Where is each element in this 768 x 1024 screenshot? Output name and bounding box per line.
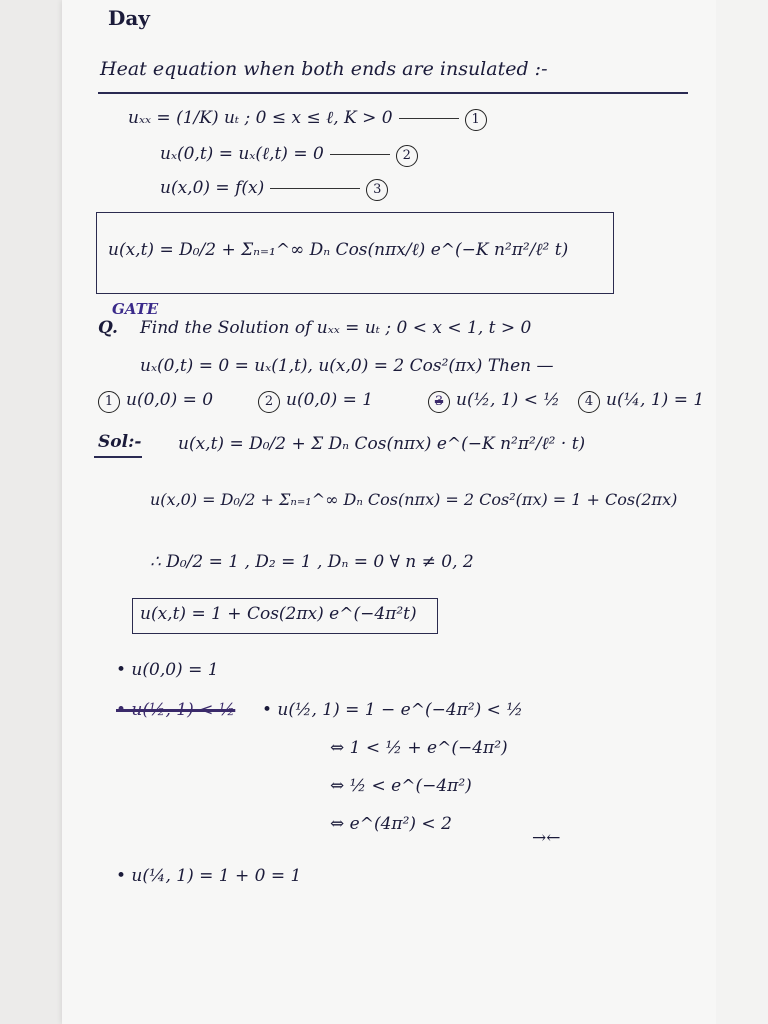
equation-1 bbox=[128, 108, 493, 131]
equation-1-text: uₓₓ = (1/K) uₜ ; 0 ≤ x ≤ ℓ, K > 0 bbox=[128, 108, 393, 128]
equation-3-text: u(x,0) = f(x) bbox=[160, 178, 265, 198]
equation-2 bbox=[160, 144, 424, 167]
bullet-2-crossed: • u(½, 1) < ½ bbox=[116, 700, 236, 720]
solution-line-3: ∴ D₀/2 = 1 , D₂ = 1 , Dₙ = 0 ∀ n ≠ 0, 2 bbox=[150, 552, 474, 572]
bullet-2: • u(½, 1) = 1 − e^(−4π²) < ½ bbox=[262, 700, 523, 720]
result: u(x,t) = 1 + Cos(2πx) e^(−4π²t) bbox=[140, 604, 417, 624]
question-label: Q. bbox=[98, 318, 118, 338]
bullet-1: • u(0,0) = 1 bbox=[116, 660, 219, 680]
option-3 bbox=[428, 390, 560, 413]
tag-circle: 2 bbox=[396, 145, 418, 167]
option-4 bbox=[578, 390, 704, 413]
solution-label: Sol:- bbox=[98, 432, 142, 452]
step-3: ⇔ e^(4π²) < 2 bbox=[330, 814, 452, 834]
option-number: 2 bbox=[258, 391, 280, 413]
day-label: Day bbox=[108, 6, 150, 30]
heading: Heat equation when both ends are insulated :- bbox=[100, 58, 548, 80]
solution-underline bbox=[94, 456, 142, 458]
question-line-1: Find the Solution of uₓₓ = uₜ ; 0 < x < 1, t > 0 bbox=[140, 318, 532, 338]
solution-line-2: u(x,0) = D₀/2 + Σₙ₌₁^∞ Dₙ Cos(nπx) = 2 Cos²(πx) = 1 + Cos(2πx) bbox=[150, 490, 678, 509]
dash bbox=[399, 118, 459, 119]
equation-2-text: uₓ(0,t) = uₓ(ℓ,t) = 0 bbox=[160, 144, 324, 164]
page-edge bbox=[716, 0, 768, 1024]
dash bbox=[270, 188, 360, 189]
option-text: u(¼, 1) = 1 bbox=[606, 390, 705, 410]
option-1 bbox=[98, 390, 213, 413]
step-1: ⇔ 1 < ½ + e^(−4π²) bbox=[330, 738, 508, 758]
option-text: u(0,0) = 1 bbox=[286, 390, 374, 410]
tag-circle: 1 bbox=[465, 109, 487, 131]
general-solution: u(x,t) = D₀/2 + Σₙ₌₁^∞ Dₙ Cos(nπx/ℓ) e^(−K n²π²/ℓ² t) bbox=[108, 240, 569, 260]
bullet-3: • u(¼, 1) = 1 + 0 = 1 bbox=[116, 866, 302, 886]
contradiction-mark: →← bbox=[532, 828, 561, 848]
option-number: 4 bbox=[578, 391, 600, 413]
question-line-2: uₓ(0,t) = 0 = uₓ(1,t), u(x,0) = 2 Cos²(πx) Then — bbox=[140, 356, 554, 376]
solution-line-1: u(x,t) = D₀/2 + Σ Dₙ Cos(nπx) e^(−K n²π²/ℓ² · t) bbox=[178, 434, 586, 454]
tag-circle: 3 bbox=[366, 179, 388, 201]
gate-label: GATE bbox=[112, 300, 159, 318]
dash bbox=[330, 154, 390, 155]
option-2 bbox=[258, 390, 373, 413]
option-number-crossed: 3 bbox=[428, 391, 450, 413]
step-2: ⇔ ½ < e^(−4π²) bbox=[330, 776, 472, 796]
equation-3 bbox=[160, 178, 394, 201]
heading-underline bbox=[98, 92, 688, 94]
option-text: u(0,0) = 0 bbox=[126, 390, 214, 410]
option-number: 1 bbox=[98, 391, 120, 413]
option-text: u(½, 1) < ½ bbox=[456, 390, 560, 410]
